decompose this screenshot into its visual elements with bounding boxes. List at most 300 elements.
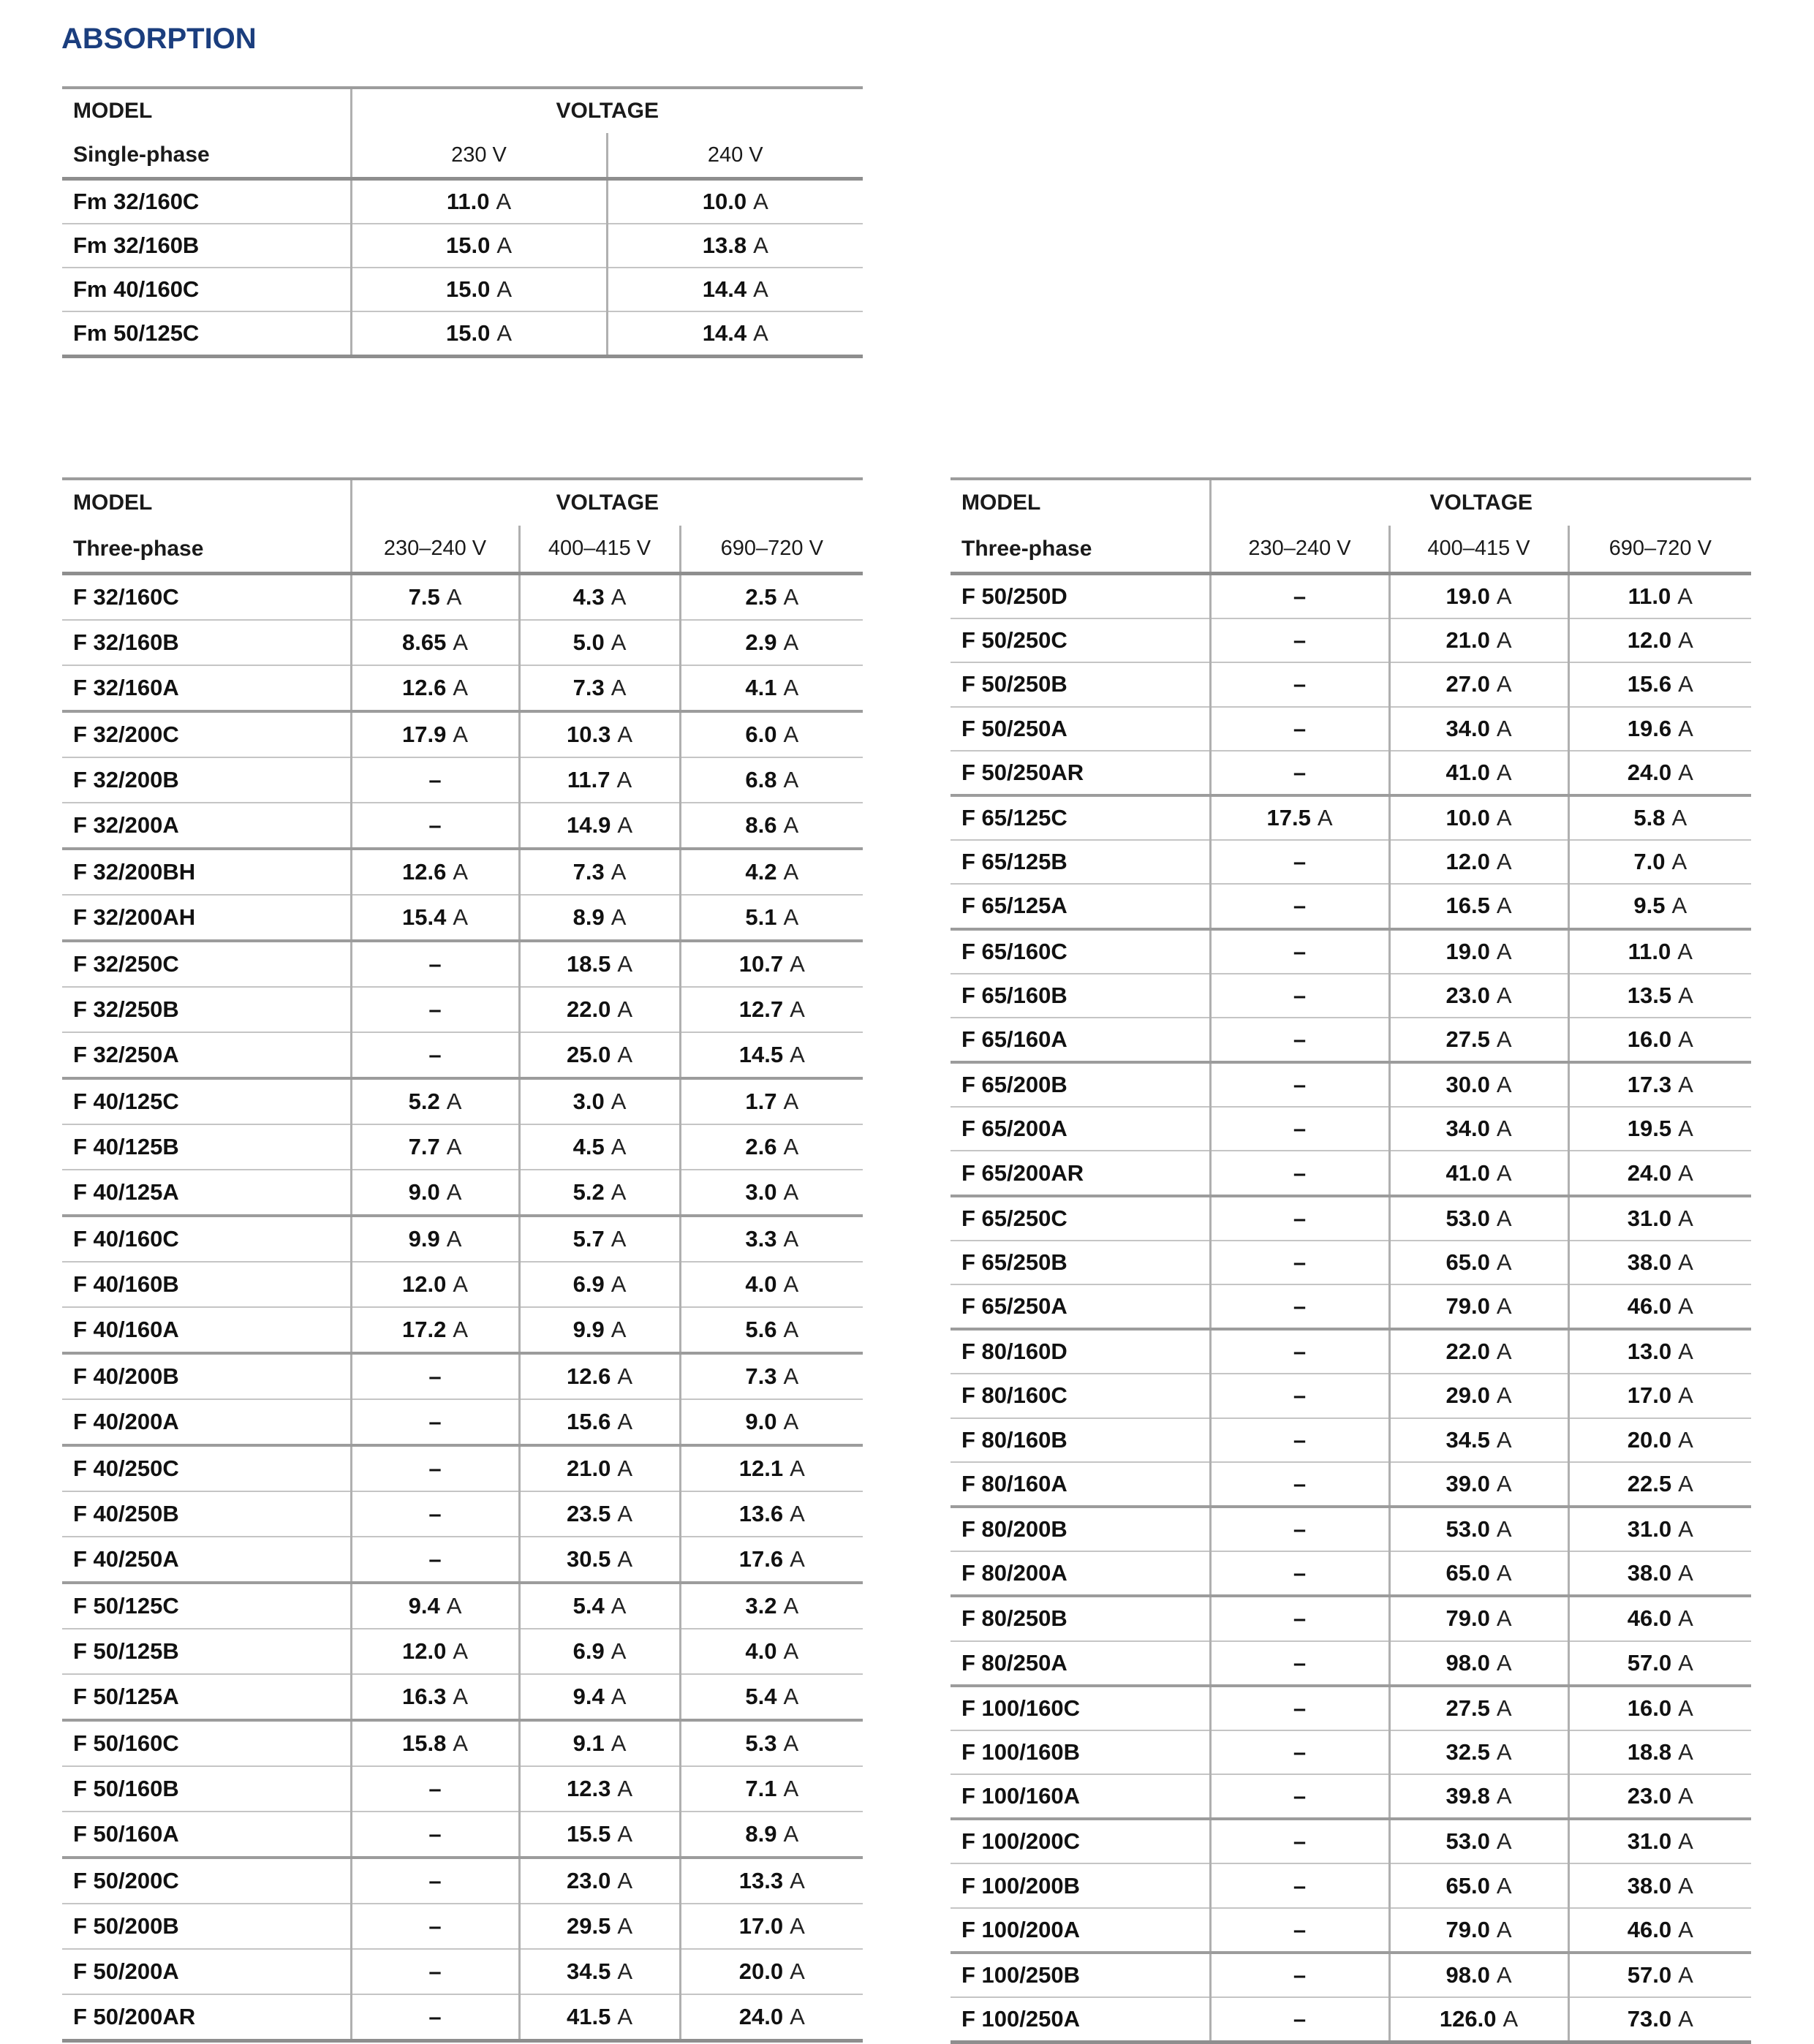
value-cell: 15.8 A xyxy=(351,1720,519,1766)
value-cell: 3.2 A xyxy=(680,1583,863,1629)
value-cell: – xyxy=(1210,1241,1389,1284)
table-row xyxy=(951,840,1751,884)
model-cell: Fm 32/160B xyxy=(73,232,200,258)
value-cell: 12.6 A xyxy=(519,1353,680,1399)
value-cell: 5.7 A xyxy=(519,1216,680,1262)
model-cell: F 32/200B xyxy=(73,767,179,792)
unit-label: A xyxy=(1671,893,1688,919)
unit-label: A xyxy=(1678,2006,1693,2032)
unit-label: A xyxy=(1677,938,1693,964)
table-row xyxy=(62,803,863,849)
table-row xyxy=(62,1720,863,1766)
table-row xyxy=(951,1284,1751,1329)
unit-label: A xyxy=(783,1821,799,1847)
model-cell: F 32/160C xyxy=(73,584,179,610)
unit-label: A xyxy=(453,1271,469,1297)
three-phase-table-right xyxy=(951,477,1751,2044)
model-cell: F 65/250C xyxy=(961,1205,1067,1231)
unit-label: A xyxy=(617,2004,633,2029)
unit-label: A xyxy=(1678,1072,1693,1098)
table-row xyxy=(951,1196,1751,1241)
table-row xyxy=(951,795,1751,840)
table-row xyxy=(951,618,1751,662)
table-row xyxy=(62,574,863,621)
table-row xyxy=(951,1062,1751,1107)
table-head xyxy=(951,479,1751,574)
value-cell: 7.0 A xyxy=(1568,840,1751,884)
unit-label: A xyxy=(617,722,633,747)
table-row xyxy=(951,884,1751,928)
model-cell: F 40/250B xyxy=(73,1501,179,1526)
model-cell: F 100/160C xyxy=(961,1695,1080,1721)
value-cell: – xyxy=(351,1766,519,1812)
value-cell: 27.0 A xyxy=(1389,662,1568,706)
value-cell: 4.5 A xyxy=(519,1124,680,1170)
value-cell: – xyxy=(1210,1062,1389,1107)
value-cell: – xyxy=(1210,840,1389,884)
unit-label: A xyxy=(617,1821,633,1847)
voltage-column-label: 690–720 V xyxy=(680,526,863,574)
model-cell: F 65/200B xyxy=(961,1072,1067,1098)
table-row xyxy=(951,1151,1751,1195)
value-cell: 34.0 A xyxy=(1389,707,1568,751)
table-row xyxy=(951,751,1751,795)
value-cell: 5.2 A xyxy=(519,1170,680,1216)
value-cell: – xyxy=(351,803,519,849)
unit-label: A xyxy=(783,859,799,885)
model-cell: F 100/200B xyxy=(961,1872,1080,1899)
unit-label: A xyxy=(617,1409,633,1434)
value-cell: – xyxy=(351,1491,519,1537)
model-cell: F 32/200A xyxy=(73,812,179,838)
model-cell: F 50/125B xyxy=(73,1638,179,1664)
unit-label: A xyxy=(790,1456,805,1481)
model-cell: F 80/200A xyxy=(961,1560,1067,1586)
value-cell: 6.9 A xyxy=(519,1629,680,1674)
unit-label: A xyxy=(1496,1339,1512,1365)
model-cell: F 40/125C xyxy=(73,1089,179,1114)
unit-label: A xyxy=(1678,1470,1693,1496)
voltage-header-label: VOLTAGE xyxy=(351,479,863,526)
table-row xyxy=(951,1418,1751,1462)
value-cell: 5.3 A xyxy=(680,1720,863,1766)
unit-label: A xyxy=(1317,805,1333,831)
table-row xyxy=(62,1994,863,2041)
value-cell: 13.8 A xyxy=(607,224,863,268)
value-cell: 5.4 A xyxy=(519,1583,680,1629)
unit-label: A xyxy=(617,1042,633,1067)
value-cell: 18.8 A xyxy=(1568,1730,1751,1774)
value-cell: 4.3 A xyxy=(519,574,680,621)
unit-label: A xyxy=(611,1684,627,1709)
unit-label: A xyxy=(617,1546,633,1572)
unit-label: A xyxy=(1678,627,1693,654)
value-cell: – xyxy=(1210,884,1389,928)
unit-label: A xyxy=(611,1593,627,1619)
model-cell: F 65/200AR xyxy=(961,1159,1084,1186)
model-cell: F 65/250B xyxy=(961,1249,1067,1275)
value-cell: 31.0 A xyxy=(1568,1196,1751,1241)
unit-label: A xyxy=(1678,1649,1693,1676)
unit-label: A xyxy=(1496,1116,1512,1142)
value-cell: – xyxy=(1210,618,1389,662)
value-cell: – xyxy=(1210,1329,1389,1374)
value-cell: – xyxy=(1210,1819,1389,1863)
value-cell: 24.0 A xyxy=(1568,751,1751,795)
value-cell: – xyxy=(1210,1774,1389,1819)
value-cell: 5.6 A xyxy=(680,1307,863,1353)
unit-label: A xyxy=(611,1226,627,1252)
value-cell: 9.4 A xyxy=(351,1583,519,1629)
value-cell: – xyxy=(351,987,519,1032)
unit-label: A xyxy=(611,904,627,930)
unit-label: A xyxy=(790,1042,805,1067)
model-cell: F 100/160A xyxy=(961,1783,1080,1809)
value-cell: 21.0 A xyxy=(519,1445,680,1491)
value-cell: – xyxy=(1210,1863,1389,1907)
unit-label: A xyxy=(790,951,805,977)
value-cell: 31.0 A xyxy=(1568,1819,1751,1863)
value-cell: 16.0 A xyxy=(1568,1686,1751,1730)
voltage-header-label: VOLTAGE xyxy=(1210,479,1751,526)
unit-label: A xyxy=(453,1317,469,1342)
model-cell: F 65/200A xyxy=(961,1116,1067,1142)
model-header-label: MODEL xyxy=(73,491,153,515)
value-cell: 23.0 A xyxy=(1568,1774,1751,1819)
value-cell: 41.5 A xyxy=(519,1994,680,2041)
table-row xyxy=(62,311,863,357)
table-row xyxy=(951,1596,1751,1640)
unit-label: A xyxy=(783,1409,799,1434)
unit-label: A xyxy=(446,1226,462,1252)
unit-label: A xyxy=(1496,1426,1512,1453)
value-cell: 12.6 A xyxy=(351,849,519,895)
value-cell: – xyxy=(351,1994,519,2041)
value-cell: 15.0 A xyxy=(351,311,607,357)
value-cell: 20.0 A xyxy=(680,1949,863,1994)
unit-label: A xyxy=(1496,1738,1512,1765)
unit-label: A xyxy=(1678,1159,1693,1186)
value-cell: 19.6 A xyxy=(1568,707,1751,751)
unit-label: A xyxy=(1496,1205,1512,1231)
model-cell: F 100/250B xyxy=(961,1961,1080,1988)
unit-label: A xyxy=(617,996,633,1022)
unit-label: A xyxy=(1496,1695,1512,1721)
value-cell: 8.6 A xyxy=(680,803,863,849)
value-cell: – xyxy=(1210,1418,1389,1462)
table-row xyxy=(62,1353,863,1399)
value-cell: 12.3 A xyxy=(519,1766,680,1812)
value-cell: 2.6 A xyxy=(680,1124,863,1170)
unit-label: A xyxy=(790,1913,805,1939)
unit-label: A xyxy=(1678,1872,1693,1899)
value-cell: – xyxy=(1210,1151,1389,1195)
value-cell: 65.0 A xyxy=(1389,1863,1568,1907)
table-row xyxy=(62,711,863,757)
model-cell: F 40/250C xyxy=(73,1456,179,1481)
value-cell: 11.7 A xyxy=(519,757,680,803)
value-cell: 7.1 A xyxy=(680,1766,863,1812)
model-header-cell xyxy=(62,88,351,179)
value-cell: 21.0 A xyxy=(1389,618,1568,662)
voltage-column-label: 230–240 V xyxy=(351,526,519,574)
model-cell: F 65/250A xyxy=(961,1293,1067,1320)
phase-header-label: Single-phase xyxy=(73,143,210,167)
value-cell: – xyxy=(351,1858,519,1904)
unit-label: A xyxy=(1496,583,1512,610)
model-cell: F 50/160A xyxy=(73,1821,179,1847)
value-cell: 1.7 A xyxy=(680,1078,863,1124)
unit-label: A xyxy=(783,629,799,655)
model-cell: F 40/160A xyxy=(73,1317,179,1342)
value-cell: 12.0 A xyxy=(351,1262,519,1307)
model-cell: F 32/200AH xyxy=(73,904,196,930)
value-cell: 13.6 A xyxy=(680,1491,863,1537)
unit-label: A xyxy=(1678,1560,1693,1586)
value-cell: 15.4 A xyxy=(351,895,519,941)
value-cell: 29.0 A xyxy=(1389,1374,1568,1417)
value-cell: 30.5 A xyxy=(519,1537,680,1583)
value-cell: 98.0 A xyxy=(1389,1641,1568,1686)
table-row xyxy=(951,1997,1751,2043)
value-cell: 46.0 A xyxy=(1568,1908,1751,1953)
unit-label: A xyxy=(1678,759,1693,785)
unit-label: A xyxy=(446,1179,462,1205)
unit-label: A xyxy=(1678,1382,1693,1409)
value-cell: 29.5 A xyxy=(519,1904,680,1949)
table-row xyxy=(951,574,1751,619)
unit-label: A xyxy=(1678,1828,1693,1855)
value-cell: – xyxy=(1210,574,1389,619)
value-cell: 34.5 A xyxy=(1389,1418,1568,1462)
value-cell: 17.0 A xyxy=(680,1904,863,1949)
table-row xyxy=(951,929,1751,974)
unit-label: A xyxy=(1496,1470,1512,1496)
value-cell: 19.0 A xyxy=(1389,929,1568,974)
unit-label: A xyxy=(446,1089,462,1114)
value-cell: 30.0 A xyxy=(1389,1062,1568,1107)
unit-label: A xyxy=(617,1958,633,1984)
value-cell: 19.0 A xyxy=(1389,574,1568,619)
unit-label: A xyxy=(611,1179,627,1205)
unit-label: A xyxy=(1496,982,1512,1008)
value-cell: 12.6 A xyxy=(351,665,519,711)
unit-label: A xyxy=(790,1501,805,1526)
value-cell: – xyxy=(351,1032,519,1078)
unit-label: A xyxy=(611,1089,627,1114)
unit-label: A xyxy=(1496,627,1512,654)
unit-label: A xyxy=(617,1501,633,1526)
value-cell: 19.5 A xyxy=(1568,1107,1751,1151)
unit-label: A xyxy=(1496,1961,1512,1988)
unit-label: A xyxy=(790,1958,805,1984)
table-row xyxy=(951,1462,1751,1507)
model-cell: F 50/200B xyxy=(73,1913,179,1939)
unit-label: A xyxy=(617,951,633,977)
voltage-header-label: VOLTAGE xyxy=(351,88,863,133)
value-cell: 7.3 A xyxy=(680,1353,863,1399)
model-cell: F 80/200B xyxy=(961,1516,1067,1543)
model-cell: F 32/250B xyxy=(73,996,179,1022)
value-cell: – xyxy=(1210,1018,1389,1062)
unit-label: A xyxy=(1496,1293,1512,1320)
value-cell: – xyxy=(1210,1596,1389,1640)
phase-header-label: Three-phase xyxy=(961,536,1092,561)
unit-label: A xyxy=(783,1730,799,1756)
table-row xyxy=(62,1262,863,1307)
table-row xyxy=(62,1445,863,1491)
value-cell: 57.0 A xyxy=(1568,1953,1751,1997)
unit-label: A xyxy=(611,1134,627,1159)
value-cell: 6.9 A xyxy=(519,1262,680,1307)
table-row xyxy=(62,1858,863,1904)
unit-label: A xyxy=(617,1456,633,1481)
unit-label: A xyxy=(1496,1828,1512,1855)
table-row xyxy=(951,1686,1751,1730)
unit-label: A xyxy=(1496,1872,1512,1899)
unit-label: A xyxy=(611,675,627,700)
value-cell: 15.0 A xyxy=(351,224,607,268)
unit-label: A xyxy=(1678,1916,1693,1942)
absorption-table xyxy=(951,477,1751,2044)
model-cell: F 40/160C xyxy=(73,1226,179,1252)
unit-label: A xyxy=(611,629,627,655)
value-cell: 8.9 A xyxy=(680,1812,863,1858)
value-cell: 41.0 A xyxy=(1389,1151,1568,1195)
value-cell: – xyxy=(351,1445,519,1491)
value-cell: 9.9 A xyxy=(351,1216,519,1262)
unit-label: A xyxy=(611,584,627,610)
value-cell: 79.0 A xyxy=(1389,1596,1568,1640)
unit-label: A xyxy=(496,189,512,214)
value-cell: 3.0 A xyxy=(680,1170,863,1216)
value-cell: 38.0 A xyxy=(1568,1241,1751,1284)
table-row xyxy=(951,1641,1751,1686)
value-cell: 5.1 A xyxy=(680,895,863,941)
value-cell: 6.0 A xyxy=(680,711,863,757)
value-cell: 15.6 A xyxy=(519,1399,680,1445)
value-cell: 12.0 A xyxy=(1389,840,1568,884)
value-cell: 8.9 A xyxy=(519,895,680,941)
unit-label: A xyxy=(783,1134,799,1159)
unit-label: A xyxy=(753,232,768,258)
value-cell: – xyxy=(1210,929,1389,974)
model-cell: F 32/200C xyxy=(73,722,179,747)
value-cell: – xyxy=(1210,1507,1389,1551)
model-cell: F 50/250D xyxy=(961,583,1067,610)
value-cell: 23.0 A xyxy=(1389,974,1568,1018)
value-cell: 17.5 A xyxy=(1210,795,1389,840)
voltage-column-label: 230 V xyxy=(351,133,607,179)
value-cell: 73.0 A xyxy=(1568,1997,1751,2043)
value-cell: 65.0 A xyxy=(1389,1551,1568,1596)
model-header-cell xyxy=(62,479,351,574)
value-cell: 8.65 A xyxy=(351,620,519,665)
table-head xyxy=(62,88,863,179)
value-cell: 11.0 A xyxy=(1568,574,1751,619)
value-cell: 4.0 A xyxy=(680,1629,863,1674)
unit-label: A xyxy=(790,2004,805,2029)
unit-label: A xyxy=(783,1179,799,1205)
table-row xyxy=(62,1583,863,1629)
table-row xyxy=(62,1766,863,1812)
value-cell: 4.1 A xyxy=(680,665,863,711)
unit-label: A xyxy=(1677,583,1693,610)
model-cell: F 32/160B xyxy=(73,629,179,655)
unit-label: A xyxy=(783,1089,799,1114)
phase-header-label: Three-phase xyxy=(73,536,204,561)
unit-label: A xyxy=(1678,1516,1693,1543)
unit-label: A xyxy=(453,1638,469,1664)
model-cell: F 100/160B xyxy=(961,1738,1080,1765)
value-cell: 10.7 A xyxy=(680,941,863,987)
unit-label: A xyxy=(453,1730,469,1756)
value-cell: 79.0 A xyxy=(1389,1908,1568,1953)
unit-label: A xyxy=(1678,1783,1693,1809)
unit-label: A xyxy=(1678,1738,1693,1765)
value-cell: 12.0 A xyxy=(1568,618,1751,662)
value-cell: – xyxy=(1210,751,1389,795)
value-cell: 7.7 A xyxy=(351,1124,519,1170)
value-cell: 12.1 A xyxy=(680,1445,863,1491)
absorption-table xyxy=(62,477,863,2043)
table-row xyxy=(62,1032,863,1078)
value-cell: 4.2 A xyxy=(680,849,863,895)
model-cell: F 50/200AR xyxy=(73,2004,196,2029)
table-row xyxy=(62,1904,863,1949)
model-cell: F 50/160C xyxy=(73,1730,179,1756)
value-cell: 23.0 A xyxy=(519,1858,680,1904)
value-cell: 79.0 A xyxy=(1389,1284,1568,1329)
model-cell: F 65/125A xyxy=(961,893,1067,919)
value-cell: 53.0 A xyxy=(1389,1507,1568,1551)
unit-label: A xyxy=(753,276,768,302)
value-cell: 65.0 A xyxy=(1389,1241,1568,1284)
model-cell: F 50/160B xyxy=(73,1776,179,1801)
model-cell: Fm 50/125C xyxy=(73,320,200,346)
value-cell: 13.5 A xyxy=(1568,974,1751,1018)
value-cell: 15.0 A xyxy=(351,268,607,311)
value-cell: 38.0 A xyxy=(1568,1863,1751,1907)
value-cell: 41.0 A xyxy=(1389,751,1568,795)
value-cell: 15.5 A xyxy=(519,1812,680,1858)
unit-label: A xyxy=(617,1776,633,1801)
model-cell: F 100/200A xyxy=(961,1916,1080,1942)
model-cell: F 50/250C xyxy=(961,627,1067,654)
value-cell: 5.8 A xyxy=(1568,795,1751,840)
value-cell: – xyxy=(1210,1374,1389,1417)
unit-label: A xyxy=(1503,2006,1519,2032)
table-row xyxy=(951,1774,1751,1819)
value-cell: 39.8 A xyxy=(1389,1774,1568,1819)
value-cell: 17.3 A xyxy=(1568,1062,1751,1107)
value-cell: 14.4 A xyxy=(607,311,863,357)
unit-label: A xyxy=(453,904,469,930)
voltage-column-label: 400–415 V xyxy=(1389,526,1568,574)
value-cell: 39.0 A xyxy=(1389,1462,1568,1507)
table-row xyxy=(951,1730,1751,1774)
value-cell: 16.5 A xyxy=(1389,884,1568,928)
value-cell: 9.1 A xyxy=(519,1720,680,1766)
table-row xyxy=(62,1491,863,1537)
table-row xyxy=(62,1078,863,1124)
value-cell: 12.0 A xyxy=(351,1629,519,1674)
value-cell: – xyxy=(1210,974,1389,1018)
table-row xyxy=(951,662,1751,706)
table-row xyxy=(62,1674,863,1720)
table-row xyxy=(62,620,863,665)
unit-label: A xyxy=(783,1684,799,1709)
